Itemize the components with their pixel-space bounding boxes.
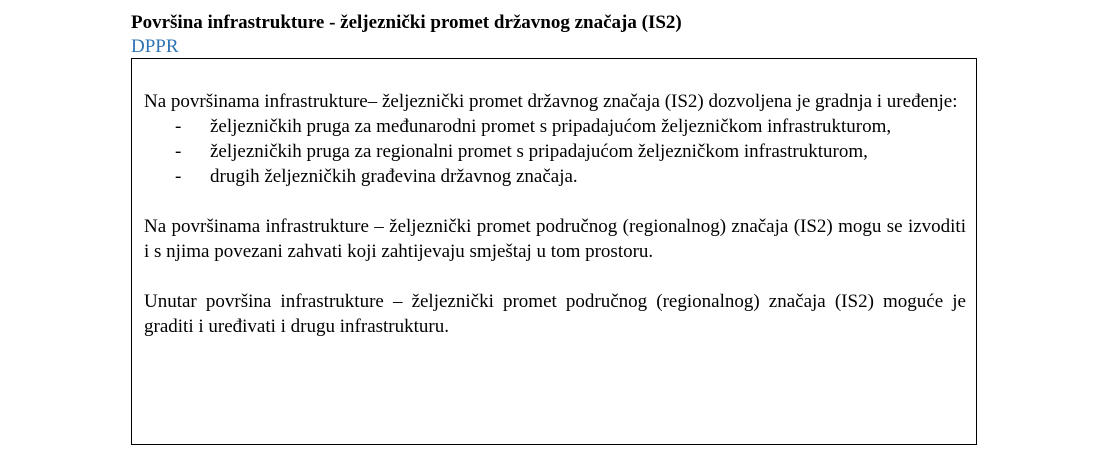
paragraph-other-infrastructure: Unutar površina infrastrukture – željeznički promet područnog (regionalnog) značaja (IS2) moguće je graditi i uređivati i drugu infrastrukturu. (144, 291, 966, 337)
section-title: Površina infrastrukture - željeznički promet državnog značaja (IS2) (131, 12, 682, 33)
list-item (144, 139, 966, 164)
list-item-text: željezničkih pruga za međunarodni promet s pripadajućom željezničkom infrastrukturom, (210, 116, 892, 137)
list-item-text: željezničkih pruga za regionalni promet s pripadajućom željezničkom infrastrukturom, (210, 141, 868, 162)
bullet-dash: - (175, 116, 182, 137)
list-item-text: drugih željezničkih građevina državnog značaja. (210, 166, 578, 187)
bullet-dash: - (175, 141, 182, 162)
permitted-items-list (144, 114, 966, 189)
bullet-dash: - (175, 166, 182, 187)
list-item (144, 164, 966, 189)
regulation-content (144, 89, 966, 339)
regulation-box (131, 58, 977, 445)
intro-paragraph: Na površinama infrastrukture– željeznički promet državnog značaja (IS2) dozvoljena je gradnja i uređenje: (144, 91, 958, 112)
source-label: DPPR (131, 36, 179, 57)
paragraph-related-works: Na površinama infrastrukture – željeznički promet područnog (regionalnog) značaja (IS2) mogu se izvoditi i s njima povezani zahvati koji zahtijevaju smještaj u tom prostoru. (144, 216, 966, 262)
list-item (144, 114, 966, 139)
